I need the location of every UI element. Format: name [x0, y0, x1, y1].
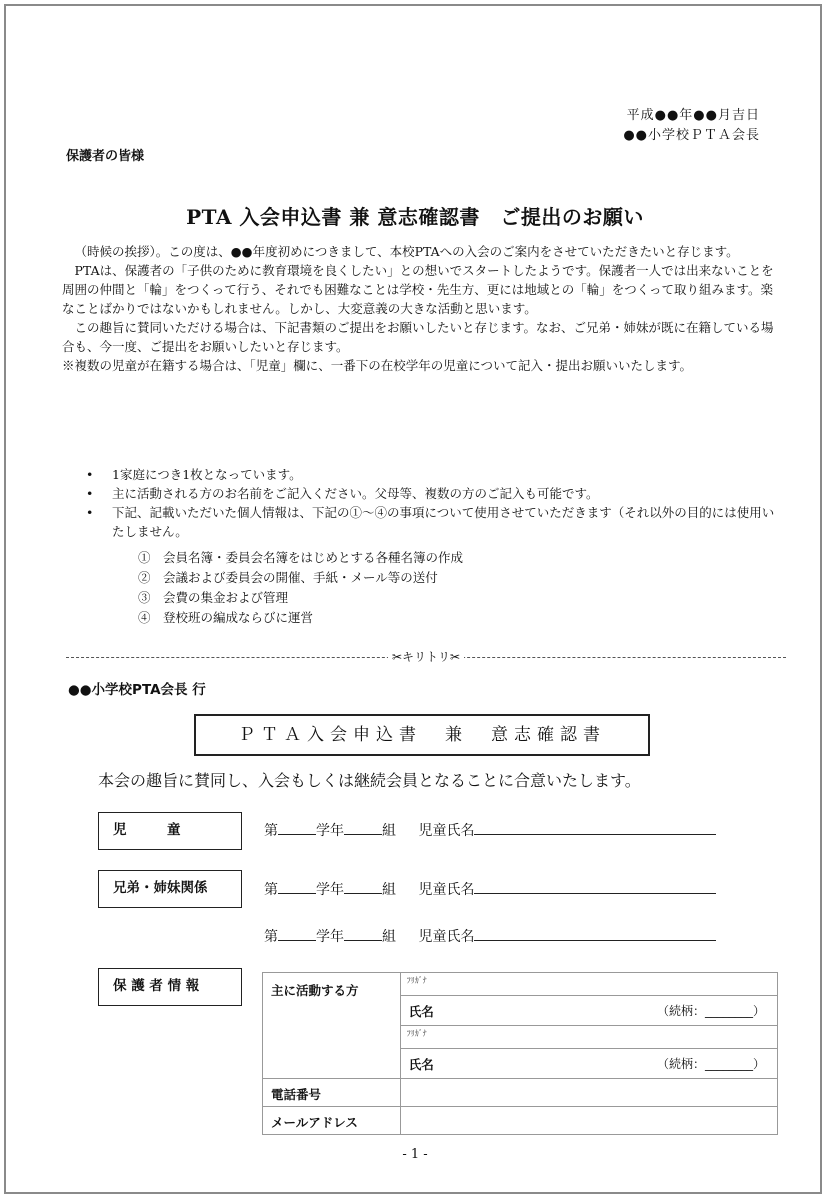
- child-label: 児 童: [98, 812, 242, 850]
- list-item: [86, 465, 786, 484]
- sibling-name-field[interactable]: [474, 881, 716, 894]
- furigana-field[interactable]: ﾌﾘｶﾞﾅ: [400, 1025, 777, 1048]
- sibling-label: 兄弟・姉妹関係: [98, 870, 242, 908]
- form-title: ＰＴＡ入会申込書 兼 意志確認書: [194, 714, 650, 756]
- guardian-table: [262, 972, 778, 1135]
- paragraph-note: ※複数の児童が在籍する場合は、「児童」欄に、一番下の在校学年の児童について記入・提出お願いいたします。: [62, 358, 693, 373]
- sender-name: ●●小学校ＰＴＡ会長: [623, 128, 760, 143]
- form-addressee: ●●小学校PTA会長 行: [68, 682, 206, 698]
- relation-field[interactable]: （続柄：________）: [656, 1004, 765, 1019]
- bullet-marker: •: [86, 505, 94, 520]
- grade-field[interactable]: [278, 881, 316, 894]
- list-item: ② 会議および委員会の開催、手紙・メール等の送付: [138, 570, 438, 585]
- guardian-name-field[interactable]: 氏名 （続柄：________）: [400, 1049, 777, 1079]
- paragraph-request: この趣旨に賛同いただける場合は、下記書類のご提出をお願いしたいと存じます。なお、ご兄弟・姉妹が既に在籍している場合も、今一度、ご提出をお願いしたいと存じます。: [62, 320, 774, 354]
- list-item: ① 会員名簿・委員会名簿をはじめとする各種名簿の作成: [138, 550, 464, 565]
- relation-field[interactable]: （続柄：________）: [656, 1057, 765, 1072]
- email-label: メールアドレス: [263, 1107, 401, 1135]
- bullet-marker: •: [86, 467, 94, 482]
- sibling-row: 第 学年 組 児童氏名: [264, 879, 716, 899]
- bullet-text: 下記、記載いただいた個人情報は、下記の①～④の事項について使用させていただきます（それ以外の目的には使用いたしません。: [112, 505, 775, 539]
- cut-line: [66, 650, 786, 664]
- list-item: ③ 会費の集金および管理: [138, 590, 289, 605]
- class-field[interactable]: [344, 822, 382, 835]
- issue-date: 平成●●年●●月吉日: [626, 108, 760, 123]
- child-name-field[interactable]: [474, 822, 716, 835]
- sibling-row: 第 学年 組 児童氏名: [264, 926, 716, 946]
- date-sender-block: [623, 106, 760, 146]
- class-field[interactable]: [344, 928, 382, 941]
- phone-label: 電話番号: [263, 1079, 401, 1107]
- cut-label: ✂キリトリ✂: [388, 650, 464, 664]
- addressee: 保護者の皆様: [66, 149, 145, 164]
- bullet-text: 1家庭につき1枚となっています。: [112, 467, 302, 482]
- furigana-field[interactable]: ﾌﾘｶﾞﾅ: [400, 973, 777, 996]
- list-item: [86, 503, 786, 541]
- usage-list: [138, 548, 463, 628]
- email-field[interactable]: [400, 1107, 777, 1135]
- guardian-label: 保 護 者 情 報: [98, 968, 242, 1006]
- document-title: PTA 入会申込書 兼 意志確認書 ご提出のお願い: [186, 205, 644, 229]
- list-item: ④ 登校班の編成ならびに運営: [138, 610, 314, 625]
- list-item: [86, 484, 786, 503]
- body-text: [62, 242, 782, 375]
- main-person-label: 主に活動する方: [263, 973, 401, 1079]
- sibling-name-field[interactable]: [474, 928, 716, 941]
- bullet-text: 主に活動される方のお名前をご記入ください。父母等、複数の方のご記入も可能です。: [112, 486, 599, 501]
- class-field[interactable]: [344, 881, 382, 894]
- guardian-name-field[interactable]: 氏名 （続柄：________）: [400, 996, 777, 1026]
- grade-field[interactable]: [278, 928, 316, 941]
- paragraph-greeting: （時候の挨拶）。この度は、●●年度初めにつきまして、本校PTAへの入会のご案内をさせていただきたいと存じます。: [74, 244, 739, 259]
- consent-statement: 本会の趣旨に賛同し、入会もしくは継続会員となることに合意いたします。: [98, 771, 641, 790]
- phone-field[interactable]: [400, 1079, 777, 1107]
- grade-field[interactable]: [278, 822, 316, 835]
- document-page: [4, 4, 822, 1194]
- paragraph-about-pta: PTAは、保護者の「子供のために教育環境を良くしたい」との想いでスタートしたようです。保護者一人では出来ないことを周囲の仲間と「輪」をつくって行う、それでも困難なことは学校・先生方、更には地域との「輪」をつくって取り組みます。楽なことばかりではないかもしれません。しかし、大変意義の大きな活動と思います。: [62, 263, 774, 316]
- bullet-marker: •: [86, 486, 94, 501]
- child-row: 第 学年 組 児童氏名: [264, 820, 716, 840]
- page-number: - 1 -: [402, 1147, 428, 1162]
- bullet-list: [86, 465, 786, 541]
